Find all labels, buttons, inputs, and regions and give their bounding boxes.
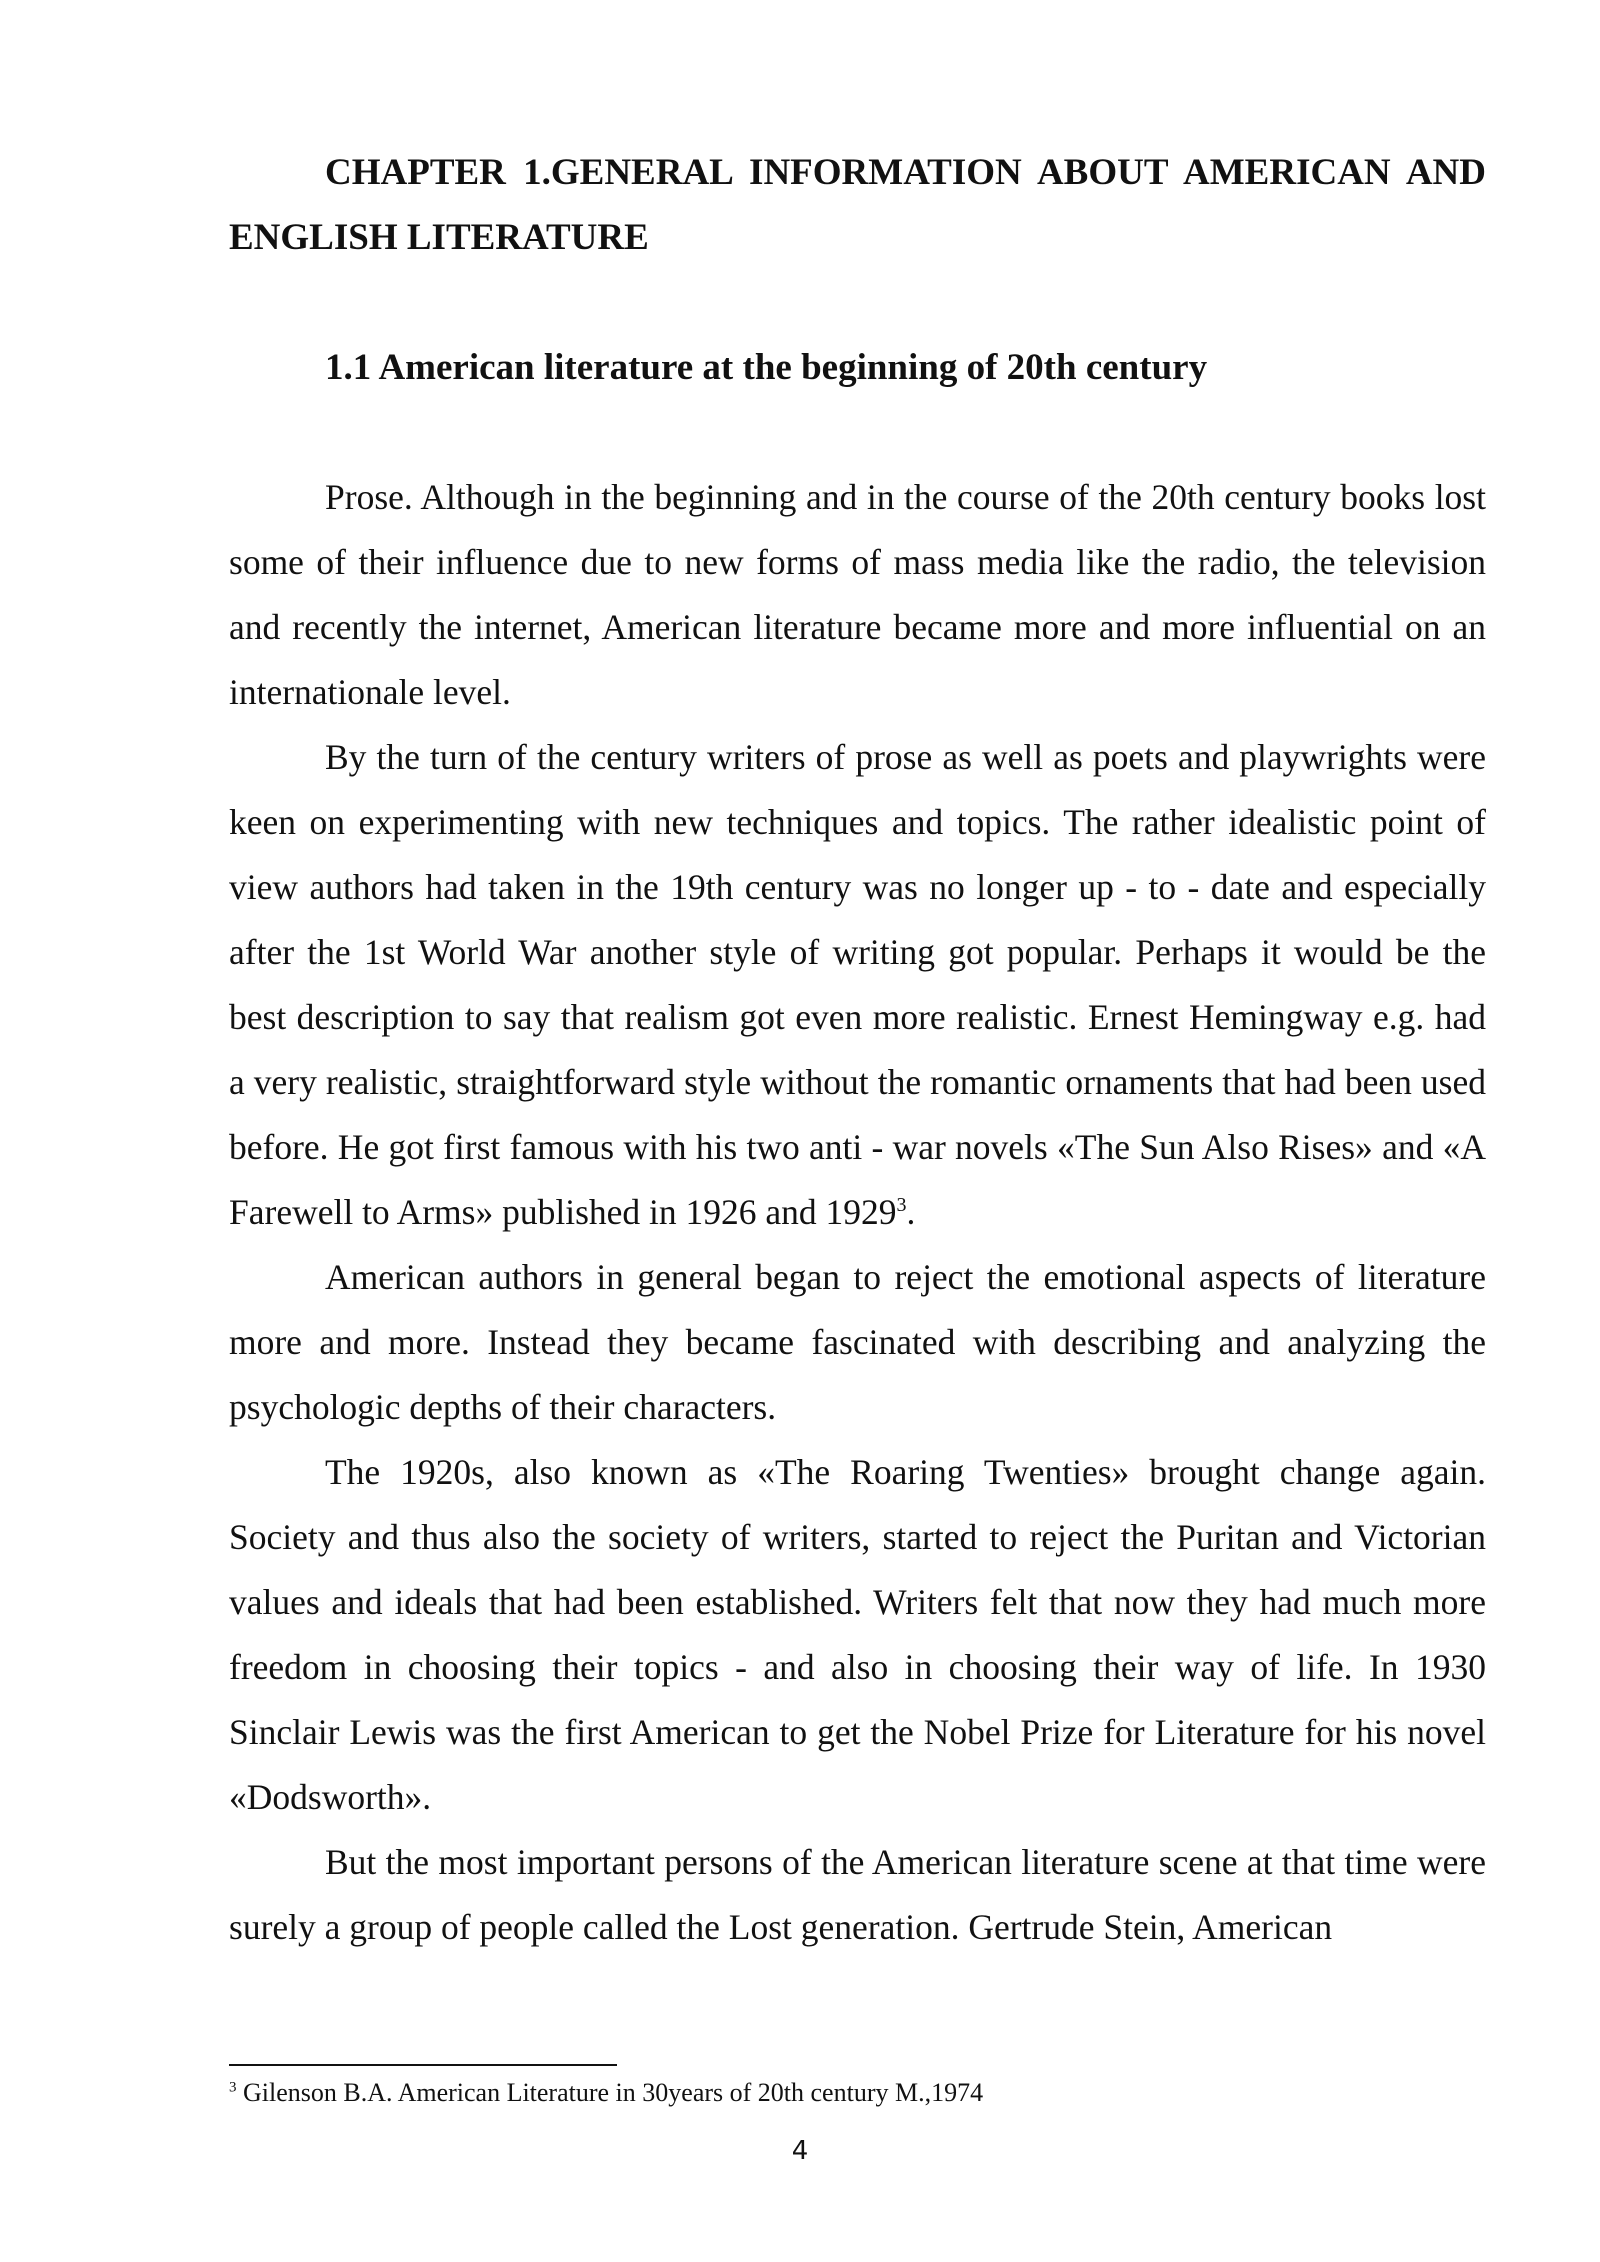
footnote-reference[interactable]: 3 xyxy=(896,1194,907,1217)
paragraph-end-punctuation: . xyxy=(906,1192,916,1232)
paragraph-lost-generation: But the most important persons of the American literature scene at that time were surely a group of people called the Lost generation. Gertrude Stein, American xyxy=(229,1842,1486,1947)
footnote-divider xyxy=(229,2064,617,2066)
paragraph-roaring-twenties: The 1920s, also known as «The Roaring Twenties» brought change again. Society and thus also the society of writers, started to reject the Puritan and Victorian values and ideals that had been established. Writers felt that now they had much more freedom in choosing their topics - and also in choosing their way of life. In 1930 Sinclair Lewis was the first American to get the Nobel Prize for Literature for his novel «Dodsworth». xyxy=(229,1452,1486,1817)
page-content xyxy=(229,140,1486,1960)
paragraph-prose: Prose. Although in the beginning and in the course of the 20th century books lost some of their influence due to new forms of mass media like the radio, the television and recently the internet, American literature became more and more influential on an internationale level. xyxy=(229,477,1486,712)
paragraph-american-authors: American authors in general began to reject the emotional aspects of literature more and more. Instead they became fascinated with describing and analyzing the psychologic depths of their characters. xyxy=(229,1257,1486,1427)
footnote-text: Gilenson B.A. American Literature in 30years of 20th century M.,1974 xyxy=(236,2078,984,2107)
chapter-title: CHAPTER 1.GENERAL INFORMATION ABOUT AMERICAN AND ENGLISH LITERATURE xyxy=(229,152,1486,258)
paragraph-turn-of-century xyxy=(229,725,1486,1245)
footnote-marker: 3 xyxy=(229,2079,237,2096)
section-title: 1.1 American literature at the beginning of 20th century xyxy=(325,347,1208,388)
page-number: 4 xyxy=(791,2136,809,2166)
footnote xyxy=(229,2075,1486,2111)
paragraph-text: By the turn of the century writers of prose as well as poets and playwrights were keen on experimenting with new techniques and topics. The rather idealistic point of view authors had taken in the 19th century was no longer up - to - date and especially after the 1st World War another style of writing got popular. Perhaps it would be the best description to say that realism got even more realistic. Ernest Hemingway e.g. had a very realistic, straightforward style without the romantic ornaments that had been used before. He got first famous with his two anti - war novels «The Sun Also Rises» and «A Farewell to Arms» published in 1926 and 1929 xyxy=(229,737,1486,1232)
